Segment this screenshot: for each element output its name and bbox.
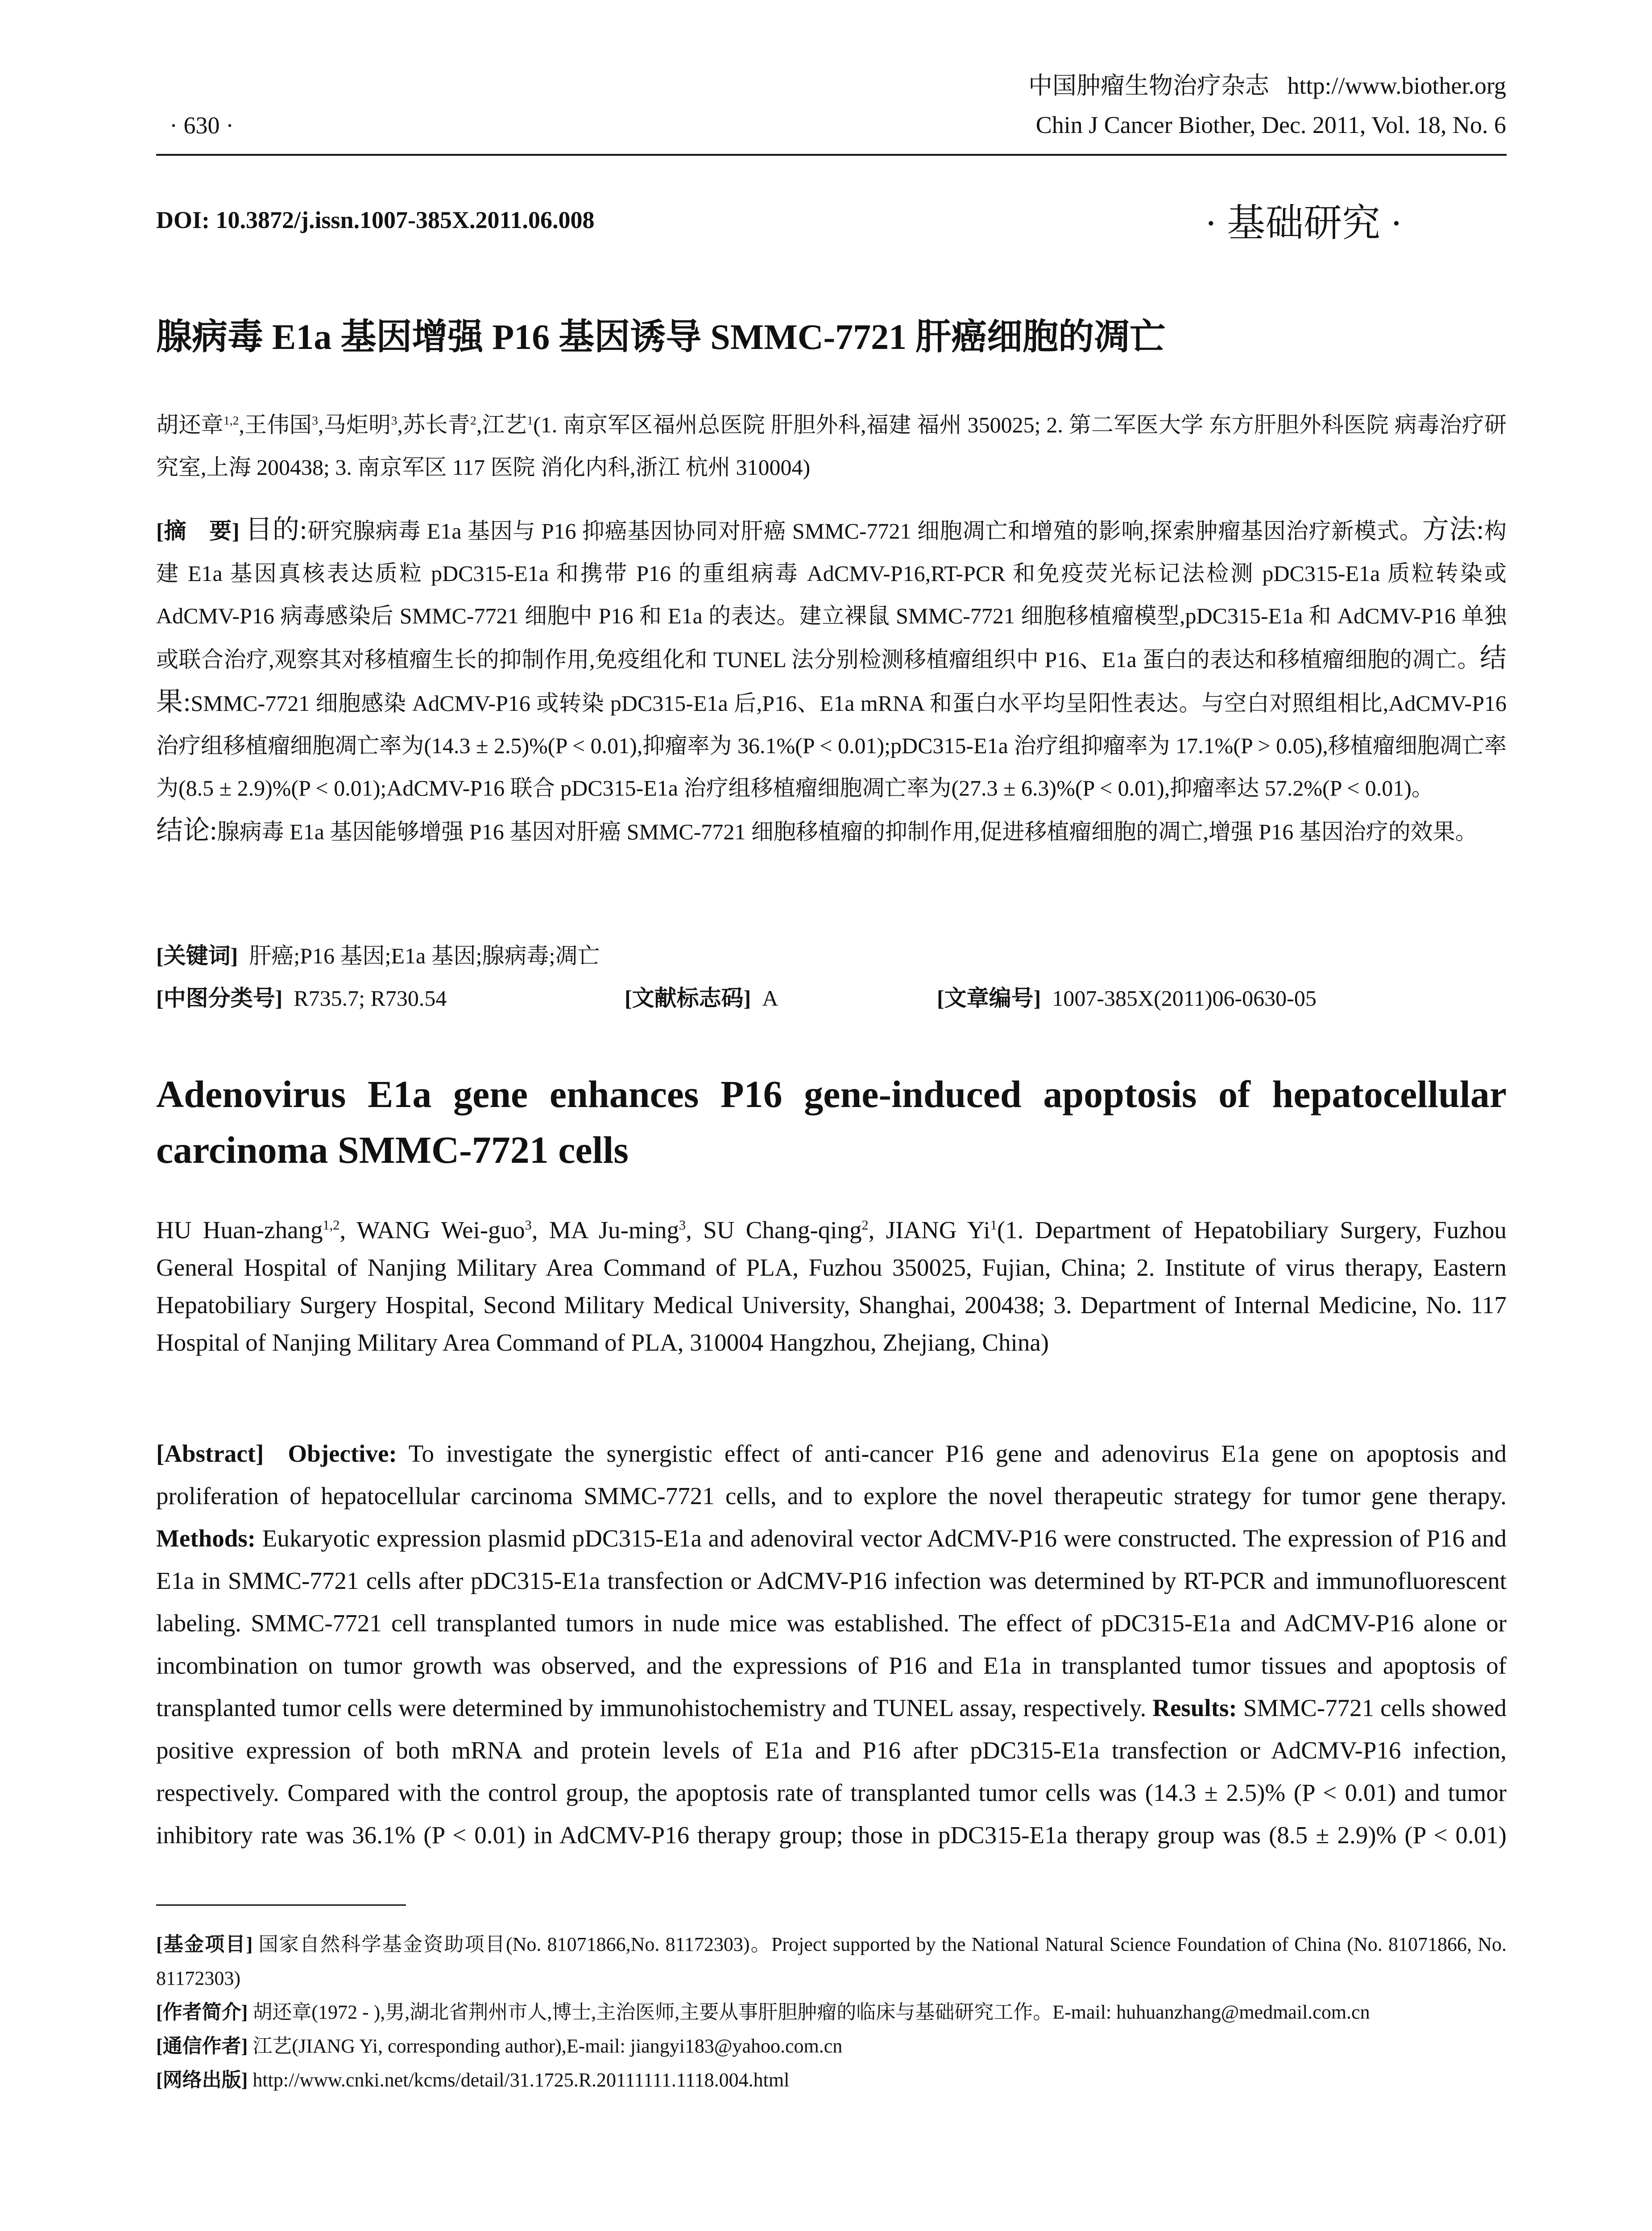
- author: , JIANG Yi$^1$: [868, 1216, 997, 1244]
- keywords-label: [关键词]: [156, 943, 238, 968]
- affiliations-en: (1. Department of Hepatobiliary Surgery, Fuzhou General Hospital of Nanjing Military Area Command of PLA, Fuzhou 350025, Fujian, China; 2. Institute of virus therapy, Eastern Hepatobiliary Surgery Hospital, Second Military Medical University, Shanghai, 200438; 3. Department of Internal Medicine, No. 117 Hospital of Nanjing Military Area Command of PLA, 310004 Hangzhou, Zhejiang, China): [156, 1216, 1507, 1356]
- methods-label: 方法:: [1422, 515, 1484, 544]
- author: 胡还章$^{1,2}$: [156, 412, 239, 437]
- journal-name-cn: 中国肿瘤生物治疗杂志: [1028, 72, 1270, 99]
- methods-text: 构建 E1a 基因真核表达质粒 pDC315-E1a 和携带 P16 的重组病毒 AdCMV-P16,RT-PCR 和免疫荧光标记法检测 pDC315-E1a 质粒转染或 AdCMV-P16 病毒感染后 SMMC-7721 细胞中 P16 和 E1a 的表达。建立裸鼠 SMMC-7721 细胞移植瘤模型,pDC315-E1a 和 AdCMV-P16 单独或联合治疗,观察其对移植瘤生长的抑制作用,免疫组化和 TUNEL 法分别检测移植瘤组织中 P16、E1a 蛋白的表达和移植瘤细胞的凋亡。: [156, 518, 1507, 672]
- objective-text: 研究腺病毒 E1a 基因与 P16 抑癌基因协同对肝癌 SMMC-7721 细胞凋亡和增殖的影响,探索肿瘤基因治疗新模式。: [307, 518, 1422, 543]
- keywords-value: 肝癌;P16 基因;E1a 基因;腺病毒;凋亡: [249, 943, 600, 968]
- abstract-cn: [156, 509, 1507, 853]
- clc-code: [中图分类号] R735.7; R730.54: [156, 986, 447, 1011]
- footnote-rule: [156, 1904, 406, 1906]
- funding-note: [基金项目] 国家自然科学基金资助项目(No. 81071866,No. 81172303)。Project supported by the National Natural Science Foundation of China (No. 81071866, No. 81172303): [156, 1933, 1507, 1989]
- author: HU Huan-zhang$^{1,2}$: [156, 1216, 340, 1244]
- author: ,江艺$^1$: [476, 412, 534, 437]
- methods-label: Methods:: [156, 1525, 256, 1552]
- running-header-cn: [1028, 66, 1506, 105]
- abstract-label: [摘 要]: [156, 518, 240, 543]
- page-number: · 630 ·: [170, 112, 234, 139]
- doi: DOI: 10.3872/j.issn.1007-385X.2011.06.008: [156, 207, 595, 233]
- methods-text: Eukaryotic expression plasmid pDC315-E1a and adenoviral vector AdCMV-P16 were constructed. The expression of P16 and E1a in SMMC-7721 cells after pDC315-E1a transfection or AdCMV-P16 infection was determined by RT-PCR and immunofluorescent labeling. SMMC-7721 cell transplanted tumors in nude mice was established. The effect of pDC315-E1a and AdCMV-P16 alone or incombination on tumor growth was observed, and the expressions of P16 and E1a in transplanted tumor tissues and apoptosis of transplanted tumor cells were determined by immunohistochemistry and TUNEL assay, respectively.: [156, 1525, 1507, 1721]
- author: ,苏长青$^2$: [397, 412, 476, 437]
- classification: [156, 977, 1507, 1020]
- affiliations-cn: (1. 南京军区福州总医院 肝胆外科,福建 福州 350025; 2. 第二军医大学 东方肝胆外科医院 病毒治疗研究室,上海 200438; 3. 南京军区 117 医院 消化内科,浙江 杭州 310004): [156, 412, 1507, 480]
- online-url[interactable]: http://www.cnki.net/kcms/detail/31.1725.R.20111111.1118.004.html: [253, 2069, 790, 2091]
- journal-citation: Chin J Cancer Biother, Dec. 2011, Vol. 18, No. 6: [1035, 112, 1506, 138]
- conclusion-label: 结论:: [156, 816, 217, 845]
- abstract-en: [156, 1432, 1507, 1856]
- objective-label: 目的:: [245, 515, 307, 544]
- column-tag: · 基础研究 ·: [1205, 202, 1403, 245]
- title-en: Adenovirus E1a gene enhances P16 gene-induced apoptosis of hepatocellular carcinoma SMMC-7721 cells: [156, 1073, 1507, 1171]
- author: ,王伟国$^3$: [239, 412, 318, 437]
- online-publication-note: [网络出版] http://www.cnki.net/kcms/detail/31.1725.R.20111111.1118.004.html: [156, 2069, 790, 2091]
- author: , MA Ju-ming$^3$: [531, 1216, 686, 1244]
- title-cn: 腺病毒 E1a 基因增强 P16 基因诱导 SMMC-7721 肝癌细胞的凋亡: [156, 318, 1166, 357]
- objective-text: To investigate the synergistic effect of anti-cancer P16 gene and adenovirus E1a gene on apoptosis and proliferation of hepatocellular carcinoma SMMC-7721 cells, and to explore the novel therapeutic strategy for tumor gene therapy.: [156, 1440, 1507, 1509]
- authors-cn: [156, 404, 1507, 489]
- results-text: SMMC-7721 细胞感染 AdCMV-P16 或转染 pDC315-E1a 后,P16、E1a mRNA 和蛋白水平均呈阳性表达。与空白对照组相比,AdCMV-P16 治疗组移植瘤细胞凋亡率为(14.3 ± 2.5)%(P < 0.01),抑瘤率为 36.1%(P < 0.01);pDC315-E1a 治疗组抑瘤率为 17.1%(P > 0.05),移植瘤细胞凋亡率为(8.5 ± 2.9)%(P < 0.01);AdCMV-P16 联合 pDC315-E1a 治疗组移植瘤细胞凋亡率为(27.3 ± 6.3)%(P < 0.01),抑瘤率达 57.2%(P < 0.01)。: [156, 691, 1507, 800]
- abstract-label: [Abstract]: [156, 1440, 264, 1467]
- results-label: Results:: [1152, 1694, 1237, 1721]
- document-code: [文献标志码] A: [625, 986, 778, 1011]
- corresponding-author-note: [通信作者] 江艺(JIANG Yi, corresponding author),E-mail: jiangyi183@yahoo.com.cn: [156, 2035, 843, 2057]
- journal-url[interactable]: http://www.biother.org: [1287, 72, 1506, 99]
- author: , SU Chang-qing$^2$: [686, 1216, 869, 1244]
- conclusion-text: 腺病毒 E1a 基因能够增强 P16 基因对肝癌 SMMC-7721 细胞移植瘤的抑制作用,促进移植瘤细胞的凋亡,增强 P16 基因治疗的效果。: [217, 819, 1478, 844]
- objective-label: Objective:: [288, 1440, 397, 1467]
- article-number: [文章编号] 1007-385X(2011)06-0630-05: [937, 986, 1317, 1011]
- author: , WANG Wei-guo$^3$: [340, 1216, 532, 1244]
- authors-en: [156, 1211, 1507, 1361]
- results-label: 结果:: [156, 643, 1507, 717]
- results-text: SMMC-7721 cells showed positive expression of both mRNA and protein levels of E1a and P16 after pDC315-E1a transfection or AdCMV-P16 infection, respectively. Compared with the control group, the apoptosis rate of transplanted tumor cells was (14.3 ± 2.5)% (P < 0.01) and tumor inhibitory rate was 36.1% (P < 0.01) in AdCMV-P16 therapy group; those in pDC315-E1a therapy group was (8.5 ± 2.9)% (P < 0.01): [156, 1694, 1507, 1849]
- header-rule: [156, 154, 1507, 156]
- keywords: [156, 935, 1507, 977]
- author: ,马炬明$^3$: [318, 412, 397, 437]
- footnotes: [156, 1928, 1507, 2097]
- author-bio-note: [作者简介] 胡还章(1972 - ),男,湖北省荆州市人,博士,主治医师,主要从事肝胆肿瘤的临床与基础研究工作。E-mail: huhuanzhang@medmail.com.cn: [156, 2001, 1370, 2023]
